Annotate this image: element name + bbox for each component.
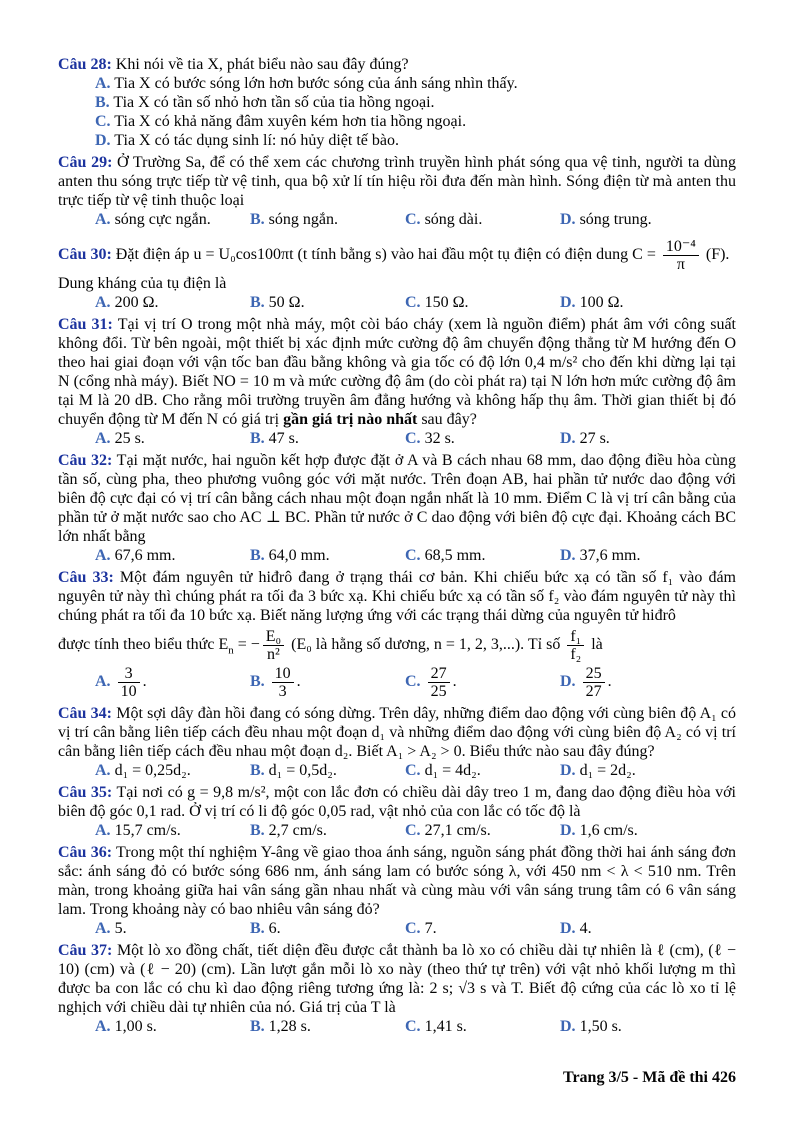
question-33-option-d: [560, 664, 736, 701]
question-33-option-a: [95, 664, 250, 701]
question-34-option-c: [405, 761, 560, 780]
option-letter-c: C.: [405, 430, 421, 447]
option-text-a: 5.: [114, 920, 127, 937]
option-letter-b: B.: [250, 294, 265, 311]
option-text-b: 6.: [268, 920, 281, 937]
formula-equals-minus: = −: [237, 636, 260, 654]
question-35-options: [95, 821, 736, 840]
question-32-option-b: [250, 546, 405, 565]
question-32: [58, 451, 736, 565]
question-37-text: Một lò xo đồng chất, tiết diện đều được cắt thành ba lò xo có chiều dài tự nhiên là ℓ (cm), (ℓ − 10) (cm) và (ℓ − 20) (cm). Lần lượt gắn mỗi lò xo này (theo thứ tự trên) với vật nhỏ khối lượng m thì được ba con lắc có chu kì dao động riêng tương ứng là: 2 s; √3 s và T. Biết độ cứng của các lò xo tỉ lệ nghịch với chiều dài tự nhiên của nó. Giá trị của T là: [58, 942, 737, 1016]
option-text-a: 1,00 s.: [114, 1018, 157, 1035]
formula-text-end: là: [591, 636, 603, 654]
question-35-stem: [58, 783, 736, 821]
option-text-b: sóng ngắn.: [268, 211, 338, 228]
option-text-a: Tia X có bước sóng lớn hơn bước sóng của ánh sáng nhìn thấy.: [114, 75, 518, 92]
question-30: [58, 237, 736, 312]
question-32-option-a: [95, 546, 250, 565]
question-32-stem: [58, 451, 736, 546]
question-28-option-a: [95, 74, 736, 93]
option-text-c: 27,1 cm/s.: [424, 822, 491, 839]
question-33: [58, 568, 736, 701]
question-37-options: [95, 1017, 736, 1036]
question-37-option-b: [250, 1017, 405, 1036]
question-34-option-a: [95, 761, 250, 780]
fraction-denominator: 10: [120, 683, 137, 700]
fraction-denominator: n²: [267, 646, 280, 663]
question-30-option-a: [95, 293, 250, 312]
option-letter-a: A.: [95, 920, 111, 937]
option-d-period: .: [607, 673, 612, 691]
option-letter-a: A.: [95, 1018, 111, 1035]
option-text-c: 150 Ω.: [424, 294, 469, 311]
option-text-d: 100 Ω.: [579, 294, 624, 311]
option-text-c: d₁ = 4d₂.: [424, 762, 481, 779]
fraction-numerator: E₀: [263, 628, 284, 646]
option-letter-b: B.: [95, 94, 110, 111]
option-text-c: 32 s.: [424, 430, 455, 447]
option-letter-b: B.: [250, 430, 265, 447]
question-31-text: Tại vị trí O trong một nhà máy, một còi báo cháy (xem là nguồn điểm) phát âm với công suất không đổi. Từ bên ngoài, một thiết bị xác định mức cường độ âm chuyển động thẳng từ M hướng đến O theo hai giai đoạn với vận tốc ban đầu bằng không và gia tốc có độ lớn 0,4 m/s² cho đến khi dừng lại tại N (cổng nhà máy). Biết NO = 10 m và mức cường độ âm (do còi phát ra) tại N lớn hơn mức cường độ âm tại M là 20 dB. Cho rằng môi trường truyền âm đẳng hướng và không hấp thụ âm. Thời gian thiết bị đó chuyển động từ M đến N có giá trị: [58, 316, 737, 428]
option-text-d: Tia X có tác dụng sinh lí: nó hủy diệt tế bào.: [114, 132, 399, 149]
option-letter-b: B.: [250, 762, 265, 779]
option-letter-a: A.: [95, 430, 111, 447]
option-text-c: sóng dài.: [424, 211, 483, 228]
fraction-numerator: 3: [118, 665, 140, 683]
option-a-fraction: [118, 665, 140, 700]
question-29-options: [95, 210, 736, 229]
option-letter-b: B.: [250, 547, 265, 564]
question-34: [58, 704, 736, 780]
question-32-option-d: [560, 546, 736, 565]
option-b-fraction: [272, 665, 294, 700]
option-letter-c: C.: [405, 920, 421, 937]
question-31-options: [95, 429, 736, 448]
question-35-option-b: [250, 821, 405, 840]
question-36-option-a: [95, 919, 250, 938]
option-letter-d: D.: [560, 1018, 576, 1035]
question-28-number: Câu 28:: [58, 56, 112, 73]
energy-subscript: n: [228, 644, 234, 657]
question-33-text: Một đám nguyên tử hiđrô đang ở trạng thái cơ bản. Khi chiếu bức xạ có tần số f₁ vào đám nguyên tử này thì chúng phát ra tối đa 3 bức xạ. Khi chiếu bức xạ có tần số f₂ vào đám nguyên tử này thì chúng phát ra tối đa 10 bức xạ. Biết năng lượng ứng với các trạng thái dừng của nguyên tử hiđrô: [58, 569, 736, 624]
question-30-text-after: (F).: [705, 246, 730, 264]
option-letter-b: B.: [250, 673, 265, 691]
question-37-number: Câu 37:: [58, 942, 113, 959]
question-37-option-a: [95, 1017, 250, 1036]
option-text-a: sóng cực ngắn.: [114, 211, 211, 228]
option-c-fraction: [428, 665, 450, 700]
question-29-option-c: [405, 210, 560, 229]
option-text-b: 47 s.: [268, 430, 299, 447]
option-text-a: 25 s.: [114, 430, 145, 447]
question-33-formula-line: [58, 627, 736, 664]
option-text-b: 1,28 s.: [268, 1018, 311, 1035]
question-29: [58, 153, 736, 229]
option-text-d: sóng trung.: [579, 211, 652, 228]
question-33-option-c: [405, 664, 560, 701]
question-31-option-d: [560, 429, 736, 448]
fraction-numerator: f₁: [567, 628, 584, 646]
fraction-denominator: f₂: [570, 646, 582, 663]
question-32-text: Tại mặt nước, hai nguồn kết hợp được đặt ở A và B cách nhau 68 mm, dao động điều hòa cùng tần số, cùng pha, theo phương vuông góc với mặt nước. Trên đoạn AB, hai phần tử nước dao động với biên độ cực đại có vị trí cân bằng cách nhau một đoạn ngắn nhất là 10 mm. Điểm C là vị trí cân bằng của phần tử ở mặt nước sao cho AC ⊥ BC. Phần tử nước ở C dao động với biên độ cực đại. Khoảng cách BC lớn nhất bằng: [58, 452, 736, 545]
question-33-options: [95, 664, 736, 701]
option-text-d: 1,50 s.: [579, 1018, 622, 1035]
option-c-period: .: [452, 673, 457, 691]
question-30-stem: [58, 237, 736, 274]
question-34-text: Một sợi dây đàn hồi đang có sóng dừng. Trên dây, những điểm dao động với cùng biên độ A₁ có vị trí cân bằng liên tiếp cách đều nhau một đoạn d₁ và những điểm dao động với cùng biên độ A₂ có vị trí cân bằng liên tiếp cách đều nhau một đoạn d₂. Biết A₁ > A₂ > 0. Biểu thức nào sau đây đúng?: [58, 705, 737, 760]
option-letter-d: D.: [560, 920, 576, 937]
option-letter-d: D.: [560, 294, 576, 311]
option-text-b: Tia X có tần số nhỏ hơn tần số của tia hồng ngoại.: [113, 94, 435, 111]
option-text-a: 67,6 mm.: [114, 547, 176, 564]
question-30-option-d: [560, 293, 736, 312]
question-29-text: Ở Trường Sa, để có thể xem các chương trình truyền hình phát sóng qua vệ tinh, người ta dùng anten thu sóng trực tiếp từ vệ tinh, qua bộ xử lí tín hiệu rồi đưa đến màn hình. Sóng điện từ mà anten thu trực tiếp từ vệ tinh thuộc loại: [58, 154, 737, 209]
question-32-options: [95, 546, 736, 565]
option-letter-c: C.: [405, 1018, 421, 1035]
option-text-d: 4.: [579, 920, 592, 937]
question-36-option-c: [405, 919, 560, 938]
question-33-stem: [58, 568, 736, 625]
option-text-c: 68,5 mm.: [424, 547, 486, 564]
option-text-c: 7.: [424, 920, 437, 937]
option-letter-c: C.: [405, 822, 421, 839]
option-text-d: 1,6 cm/s.: [579, 822, 638, 839]
fraction-numerator: 10: [272, 665, 294, 683]
question-28-option-b: [95, 93, 736, 112]
option-text-a: d₁ = 0,25d₂.: [114, 762, 191, 779]
question-30-text: Đặt điện áp u = U₀cos100πt (t tính bằng s) vào hai đầu một tụ điện có điện dung C =: [115, 246, 656, 264]
option-letter-c: C.: [405, 673, 421, 691]
option-letter-c: C.: [405, 547, 421, 564]
question-33-number: Câu 33:: [58, 569, 114, 586]
option-letter-d: D.: [560, 762, 576, 779]
question-33-option-b: [250, 664, 405, 701]
question-34-option-b: [250, 761, 405, 780]
option-a-period: .: [142, 673, 147, 691]
question-28-option-c: [95, 112, 736, 131]
option-letter-c: C.: [405, 294, 421, 311]
question-30-text-line2: [58, 274, 736, 293]
question-30-number: Câu 30:: [58, 246, 112, 264]
option-letter-c: C.: [405, 762, 421, 779]
option-letter-a: A.: [95, 547, 111, 564]
question-30-option-b: [250, 293, 405, 312]
energy-fraction: [263, 628, 284, 663]
option-letter-c: C.: [95, 113, 111, 130]
question-36-number: Câu 36:: [58, 844, 113, 861]
option-letter-b: B.: [250, 1018, 265, 1035]
question-34-stem: [58, 704, 736, 761]
question-31-number: Câu 31:: [58, 316, 113, 333]
question-31-bold-phrase: gần giá trị nào nhất: [283, 411, 418, 428]
fraction-numerator: 27: [428, 665, 450, 683]
page-footer: Trang 3/5 - Mã đề thi 426: [562, 1069, 736, 1086]
option-letter-a: A.: [95, 294, 111, 311]
frequency-ratio-fraction: [567, 628, 584, 663]
fraction-numerator: 25: [583, 665, 605, 683]
option-text-d: 37,6 mm.: [579, 547, 641, 564]
question-36: [58, 843, 736, 938]
question-31-option-b: [250, 429, 405, 448]
option-text-a: 15,7 cm/s.: [114, 822, 181, 839]
question-37: [58, 941, 736, 1036]
option-letter-d: D.: [560, 547, 576, 564]
fraction-denominator: 27: [585, 683, 602, 700]
question-29-option-b: [250, 210, 405, 229]
question-35-number: Câu 35:: [58, 784, 113, 801]
question-32-option-c: [405, 546, 560, 565]
question-36-stem: [58, 843, 736, 919]
question-35-text: Tại nơi có g = 9,8 m/s², một con lắc đơn có chiều dài dây treo 1 m, đang dao động điều hòa với biên độ góc 0,1 rad. Ở vị trí có li độ góc 0,05 rad, vật nhỏ của con lắc có tốc độ là: [58, 784, 737, 820]
option-b-period: .: [296, 673, 301, 691]
question-35-option-a: [95, 821, 250, 840]
capacitance-fraction: [663, 238, 699, 273]
option-letter-d: D.: [560, 673, 576, 691]
question-31-option-c: [405, 429, 560, 448]
question-28: [58, 55, 736, 150]
question-36-options: [95, 919, 736, 938]
question-36-text: Trong một thí nghiệm Y-âng về giao thoa ánh sáng, nguồn sáng phát đồng thời hai ánh sáng đơn sắc: ánh sáng đỏ có bước sóng 686 nm, ánh sáng lam có bước sóng λ, với 450 nm < λ < 510 nm. Trên màn, trong khoảng giữa hai vân sáng gần nhau nhất và cùng màu với vân sáng trung tâm có 6 vân sáng lam. Trong khoảng này có bao nhiêu vân sáng đỏ?: [58, 844, 737, 918]
option-text-b: d₁ = 0,5d₂.: [268, 762, 337, 779]
question-34-number: Câu 34:: [58, 705, 112, 722]
question-31-option-a: [95, 429, 250, 448]
question-36-option-b: [250, 919, 405, 938]
question-28-options: [58, 74, 736, 150]
question-30-options: [95, 293, 736, 312]
option-letter-a: A.: [95, 673, 111, 691]
question-29-option-a: [95, 210, 250, 229]
question-34-option-d: [560, 761, 736, 780]
question-30-line2: Dung kháng của tụ điện là: [58, 275, 227, 292]
option-text-b: 2,7 cm/s.: [268, 822, 327, 839]
formula-text-mid: (E₀ là hằng số dương, n = 1, 2, 3,...). Tỉ số: [291, 636, 561, 654]
option-letter-d: D.: [560, 430, 576, 447]
option-letter-a: A.: [95, 75, 111, 92]
question-32-number: Câu 32:: [58, 452, 113, 469]
question-35: [58, 783, 736, 840]
option-text-d: 27 s.: [579, 430, 610, 447]
formula-text-before: được tính theo biểu thức E: [58, 636, 229, 654]
option-letter-a: A.: [95, 211, 111, 228]
question-29-option-d: [560, 210, 736, 229]
question-28-option-d: [95, 131, 736, 150]
option-text-c: Tia X có khả năng đâm xuyên kém hơn tia hồng ngoại.: [114, 113, 467, 130]
option-text-a: 200 Ω.: [114, 294, 159, 311]
fraction-denominator: 25: [430, 683, 447, 700]
fraction-numerator: 10⁻⁴: [663, 238, 699, 256]
question-31-stem: [58, 315, 736, 429]
option-letter-a: A.: [95, 822, 111, 839]
fraction-denominator: π: [676, 256, 685, 273]
question-37-stem: [58, 941, 736, 1017]
question-37-option-d: [560, 1017, 736, 1036]
question-31-text-after: sau đây?: [421, 411, 477, 428]
question-28-stem: [58, 55, 736, 74]
option-letter-b: B.: [250, 920, 265, 937]
option-letter-d: D.: [95, 132, 111, 149]
question-35-option-d: [560, 821, 736, 840]
option-letter-d: D.: [560, 211, 576, 228]
option-text-b: 50 Ω.: [268, 294, 305, 311]
question-29-stem: [58, 153, 736, 210]
question-35-option-c: [405, 821, 560, 840]
option-text-b: 64,0 mm.: [268, 547, 330, 564]
question-29-number: Câu 29:: [58, 154, 113, 171]
question-36-option-d: [560, 919, 736, 938]
option-letter-b: B.: [250, 211, 265, 228]
option-text-d: d₁ = 2d₂.: [579, 762, 636, 779]
question-37-option-c: [405, 1017, 560, 1036]
fraction-denominator: 3: [278, 683, 287, 700]
question-34-options: [95, 761, 736, 780]
question-30-option-c: [405, 293, 560, 312]
option-text-c: 1,41 s.: [424, 1018, 467, 1035]
option-letter-d: D.: [560, 822, 576, 839]
question-31: [58, 315, 736, 448]
option-letter-c: C.: [405, 211, 421, 228]
question-28-text: Khi nói về tia X, phát biểu nào sau đây đúng?: [115, 56, 409, 73]
option-letter-a: A.: [95, 762, 111, 779]
option-letter-b: B.: [250, 822, 265, 839]
option-d-fraction: [583, 665, 605, 700]
